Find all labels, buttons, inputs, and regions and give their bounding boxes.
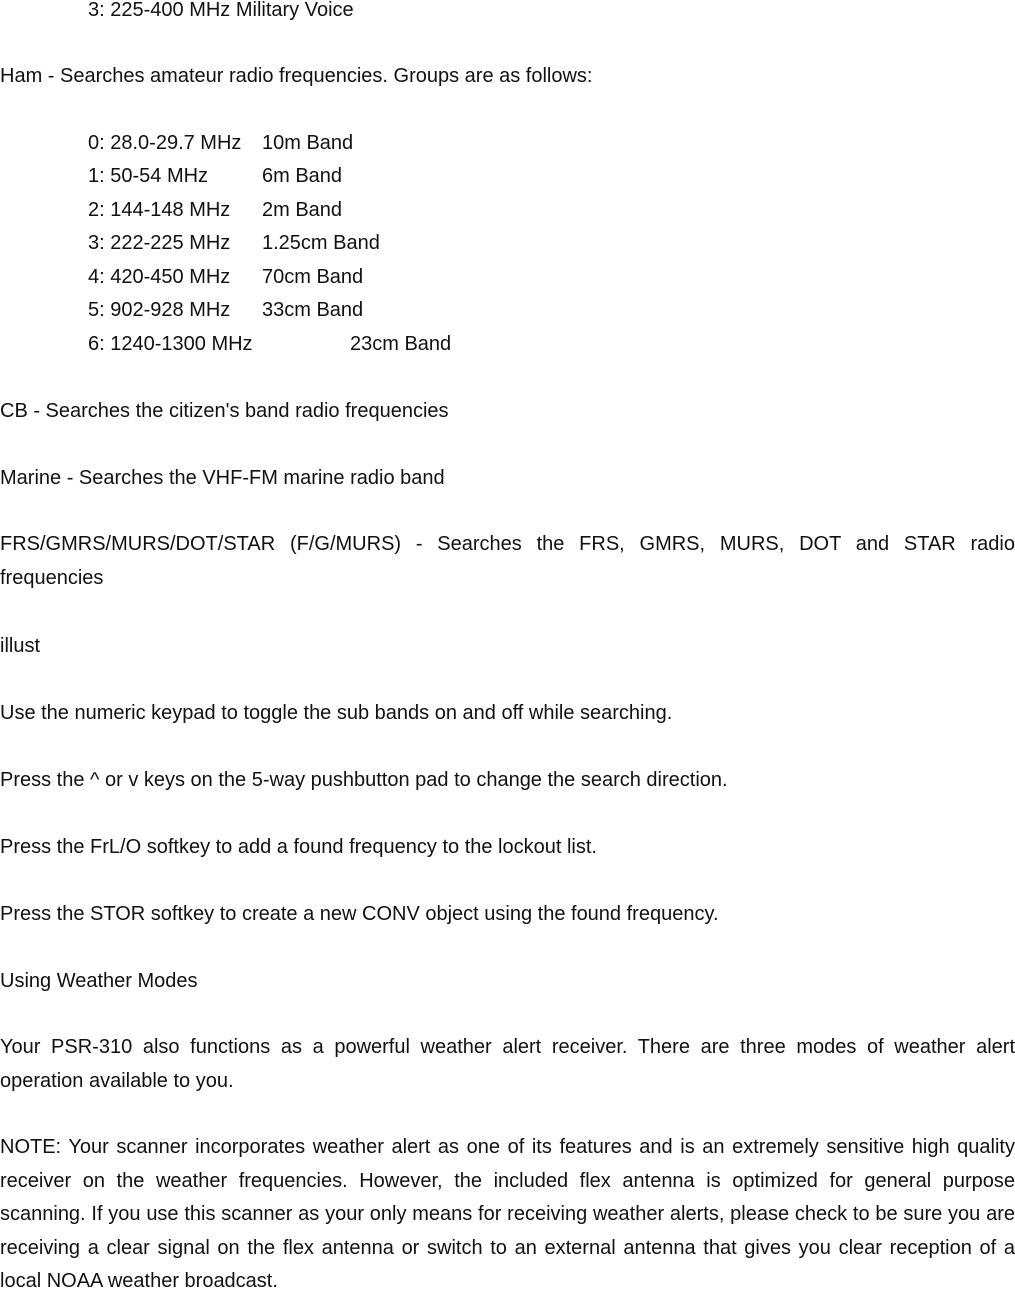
note-paragraph: NOTE: Your scanner incorporates weather alert as one of its features and is an extremely sensitive high quality receiver on the weather frequencies. However, the included flex antenna is optimized for general purpose scanning. If you use this scanner as your only means for receiving weather alerts, please check to be sure you are receiving a clear signal on the flex antenna or switch to an external antenna that gives you clear reception of a local NOAA weather broadcast. xyxy=(0,1136,1015,1293)
military-voice-item: 3: 225-400 MHz Military Voice xyxy=(88,0,354,21)
ham-group-item: 2: 144-148 MHz 2m Band xyxy=(88,199,343,221)
frs-description: FRS/GMRS/MURS/DOT/STAR (F/G/MURS) - Searches the FRS, GMRS, MURS, DOT and STAR radio frequencies xyxy=(0,533,1015,589)
marine-description: Marine - Searches the VHF-FM marine radio band xyxy=(0,467,445,489)
ham-group-item: 4: 420-450 MHz 70cm Band xyxy=(88,266,364,288)
ham-group-item: 1: 50-54 MHz 6m Band xyxy=(88,165,343,187)
illustration-placeholder: illust xyxy=(0,635,41,657)
direction-instruction: Press the ^ or v keys on the 5-way pushbutton pad to change the search direction. xyxy=(0,769,728,791)
weather-intro: Your PSR-310 also functions as a powerful weather alert receiver. There are three modes of weather alert operation available to you. xyxy=(0,1036,1015,1092)
ham-group-item: 3: 222-225 MHz 1.25cm Band xyxy=(88,232,380,254)
section-heading: Using Weather Modes xyxy=(0,970,198,992)
frlo-instruction: Press the FrL/O softkey to add a found frequency to the lockout list. xyxy=(0,836,597,858)
ham-group-item: 0: 28.0-29.7 MHz 10m Band xyxy=(88,132,354,154)
keypad-instruction: Use the numeric keypad to toggle the sub bands on and off while searching. xyxy=(0,702,673,724)
ham-group-item: 5: 902-928 MHz 33cm Band xyxy=(88,299,364,321)
ham-group-item: 6: 1240-1300 MHz 23cm Band xyxy=(88,333,452,355)
ham-intro: Ham - Searches amateur radio frequencies. Groups are as follows: xyxy=(0,65,593,87)
cb-description: CB - Searches the citizen's band radio frequencies xyxy=(0,400,449,422)
stor-instruction: Press the STOR softkey to create a new CONV object using the found frequency. xyxy=(0,903,719,925)
